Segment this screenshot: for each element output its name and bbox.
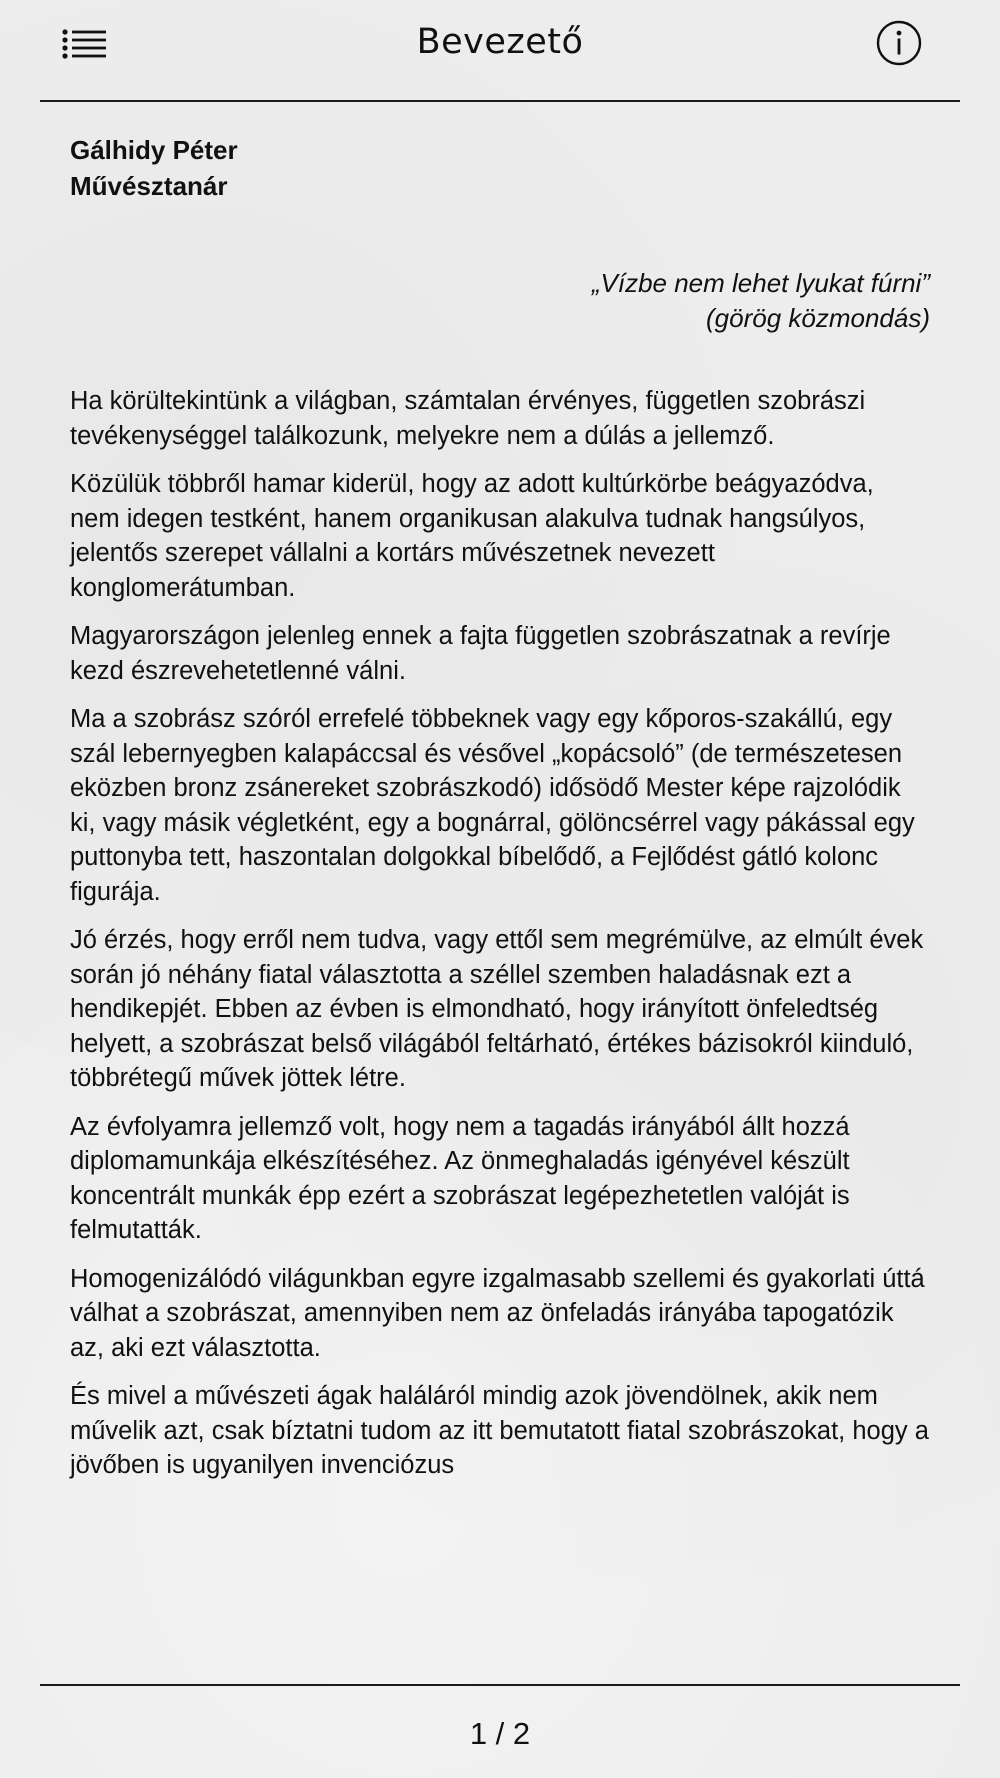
paragraph: Jó érzés, hogy erről nem tudva, vagy ettől sem megrémülve, az elmúlt évek során jó néhány fiatal választotta a széllel szemben haladásnak ezt a hendikepjét. Ebben az évben is elmondható, hogy irányított önfeledtség helyett, a szobrászat belső világából feltárható, értékes bázisokról kiinduló, többrétegű művek jöttek létre. <box>70 926 924 1092</box>
paragraph: Ma a szobrász szóról errefelé többeknek vagy egy kőporos-szakállú, egy szál lebernyegben kalapáccsal és vésővel „kopácsoló” (de természetesen eközben bronz zsánereket szobrászkodó) idősödő Mester képe rajzolódik ki, vagy másik végletként, egy a bognárral, gölöncsérrel vagy pákással egy puttonyba tett, haszontalan dolgokkal bíbelődő, a Fejlődést gátló kolonc figurája. <box>70 705 915 906</box>
paragraph: Közülük többről hamar kiderül, hogy az adott kultúrkörbe beágyazódva, nem idegen testként, hanem organikusan alakulva tudnak hangsúlyos, jelentős szerepet vállalni a kortárs művészetnek nevezett konglomerátumban. <box>70 470 874 602</box>
motto <box>70 266 930 336</box>
motto-source: (görög közmondás) <box>706 303 930 333</box>
motto-quote: „Vízbe nem lehet lyukat fúrni” <box>591 268 930 298</box>
footer-divider <box>40 1684 960 1686</box>
paragraph: Ha körültekintünk a világban, számtalan érvényes, független szobrászi tevékenységgel találkozunk, melyekre nem a dúlás a jellemző. <box>70 387 866 450</box>
page-title: Bevezető <box>416 22 584 62</box>
top-bar <box>40 0 960 102</box>
paragraph: Homogenizálódó világunkban egyre izgalmasabb szellemi és gyakorlati úttá válhat a szobrászat, amennyiben nem az önfeladás irányába tapogatózik az, aki ezt választotta. <box>70 1264 925 1362</box>
page-indicator: 1 / 2 <box>469 1716 531 1751</box>
paragraph: Magyarországon jelenleg ennek a fajta független szobrászatnak a revírje kezd észrevehetetlenné válni. <box>70 622 891 685</box>
paragraph: És mivel a művészeti ágak haláláról mindig azok jövendölnek, akik nem művelik azt, csak bíztatni tudom az itt bemutatott fiatal szobrászokat, hogy a jövőben is ugyanilyen invenciózus <box>70 1382 929 1479</box>
article-body <box>70 384 930 1483</box>
article <box>70 132 930 1497</box>
paragraph: Az évfolyamra jellemző volt, hogy nem a tagadás irányából állt hozzá diplomamunkája elkészítéséhez. Az önmeghaladás igényével készült koncentrált munkák épp ezért a szobrászat legépezhetetlen valóját is felmutatták. <box>70 1112 850 1244</box>
author-role: Művésztanár <box>70 171 228 201</box>
info-icon[interactable] <box>876 20 922 66</box>
author-name: Gálhidy Péter <box>70 135 238 165</box>
